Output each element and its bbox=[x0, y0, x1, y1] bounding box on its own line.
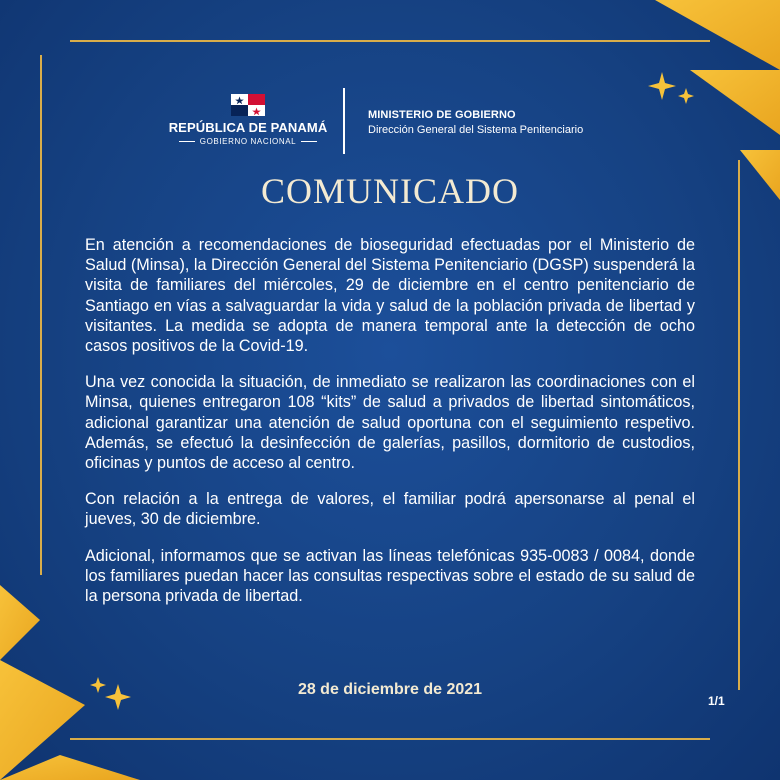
paragraph: En atención a recomendaciones de bioseguridad efectuadas por el Ministerio de Salud (Minsa), la Dirección General del Sistema Penitenciario (DGSP) suspenderá la visita de familiares del miércoles, 29 de diciembre en el centro penitenciario de Santiago en vías a salvaguardar la vida y salud de la población privada de libertad y visitantes. La medida se adopta de manera temporal ante la detección de ocho casos positivos de la Covid-19. bbox=[85, 236, 696, 356]
directorate-name: Dirección General del Sistema Penitenciario bbox=[368, 124, 584, 136]
government-name bbox=[160, 137, 336, 146]
frame-line-right bbox=[738, 160, 740, 690]
bottom-left-triangle-a bbox=[0, 585, 40, 660]
government-label: GOBIERNO NACIONAL bbox=[199, 137, 297, 146]
issue-date: 28 de diciembre de 2021 bbox=[297, 681, 483, 698]
header bbox=[0, 86, 780, 156]
header-divider bbox=[343, 88, 345, 154]
paragraph: Con relación a la entrega de valores, el familiar podrá apersonarse al penal el jueves, 30 de diciembre. bbox=[85, 490, 695, 529]
communique-body bbox=[85, 235, 695, 622]
frame-line-bottom bbox=[70, 738, 710, 740]
frame-line-top bbox=[70, 40, 710, 42]
ministry-name: MINISTERIO DE GOBIERNO bbox=[368, 109, 516, 121]
paragraph: Adicional, informamos que se activan las líneas telefónicas 935-0083 / 0084, donde los familiares puedan hacer las consultas respectivas sobre el estado de su salud de la persona privada de libertad. bbox=[85, 546, 695, 606]
panama-flag-icon bbox=[231, 94, 265, 116]
paragraph: Una vez conocida la situación, de inmediato se realizaron las coordinaciones con el Minsa, quienes entregaron 108 “kits” de salud a privados de libertad sintomáticos, adicional garantizar una atención de salud oportuna con el seguimiento respetivo. Además, se efectuó la desinfección de galerías, pasillos, dormitorio de custodios, oficinas y puntos de acceso al centro. bbox=[85, 373, 695, 473]
page-title: COMUNICADO bbox=[260, 171, 519, 211]
top-right-triangle-a bbox=[655, 0, 780, 70]
page-indicator: 1/1 bbox=[708, 694, 725, 708]
country-name: REPÚBLICA DE PANAMÁ bbox=[168, 120, 328, 135]
